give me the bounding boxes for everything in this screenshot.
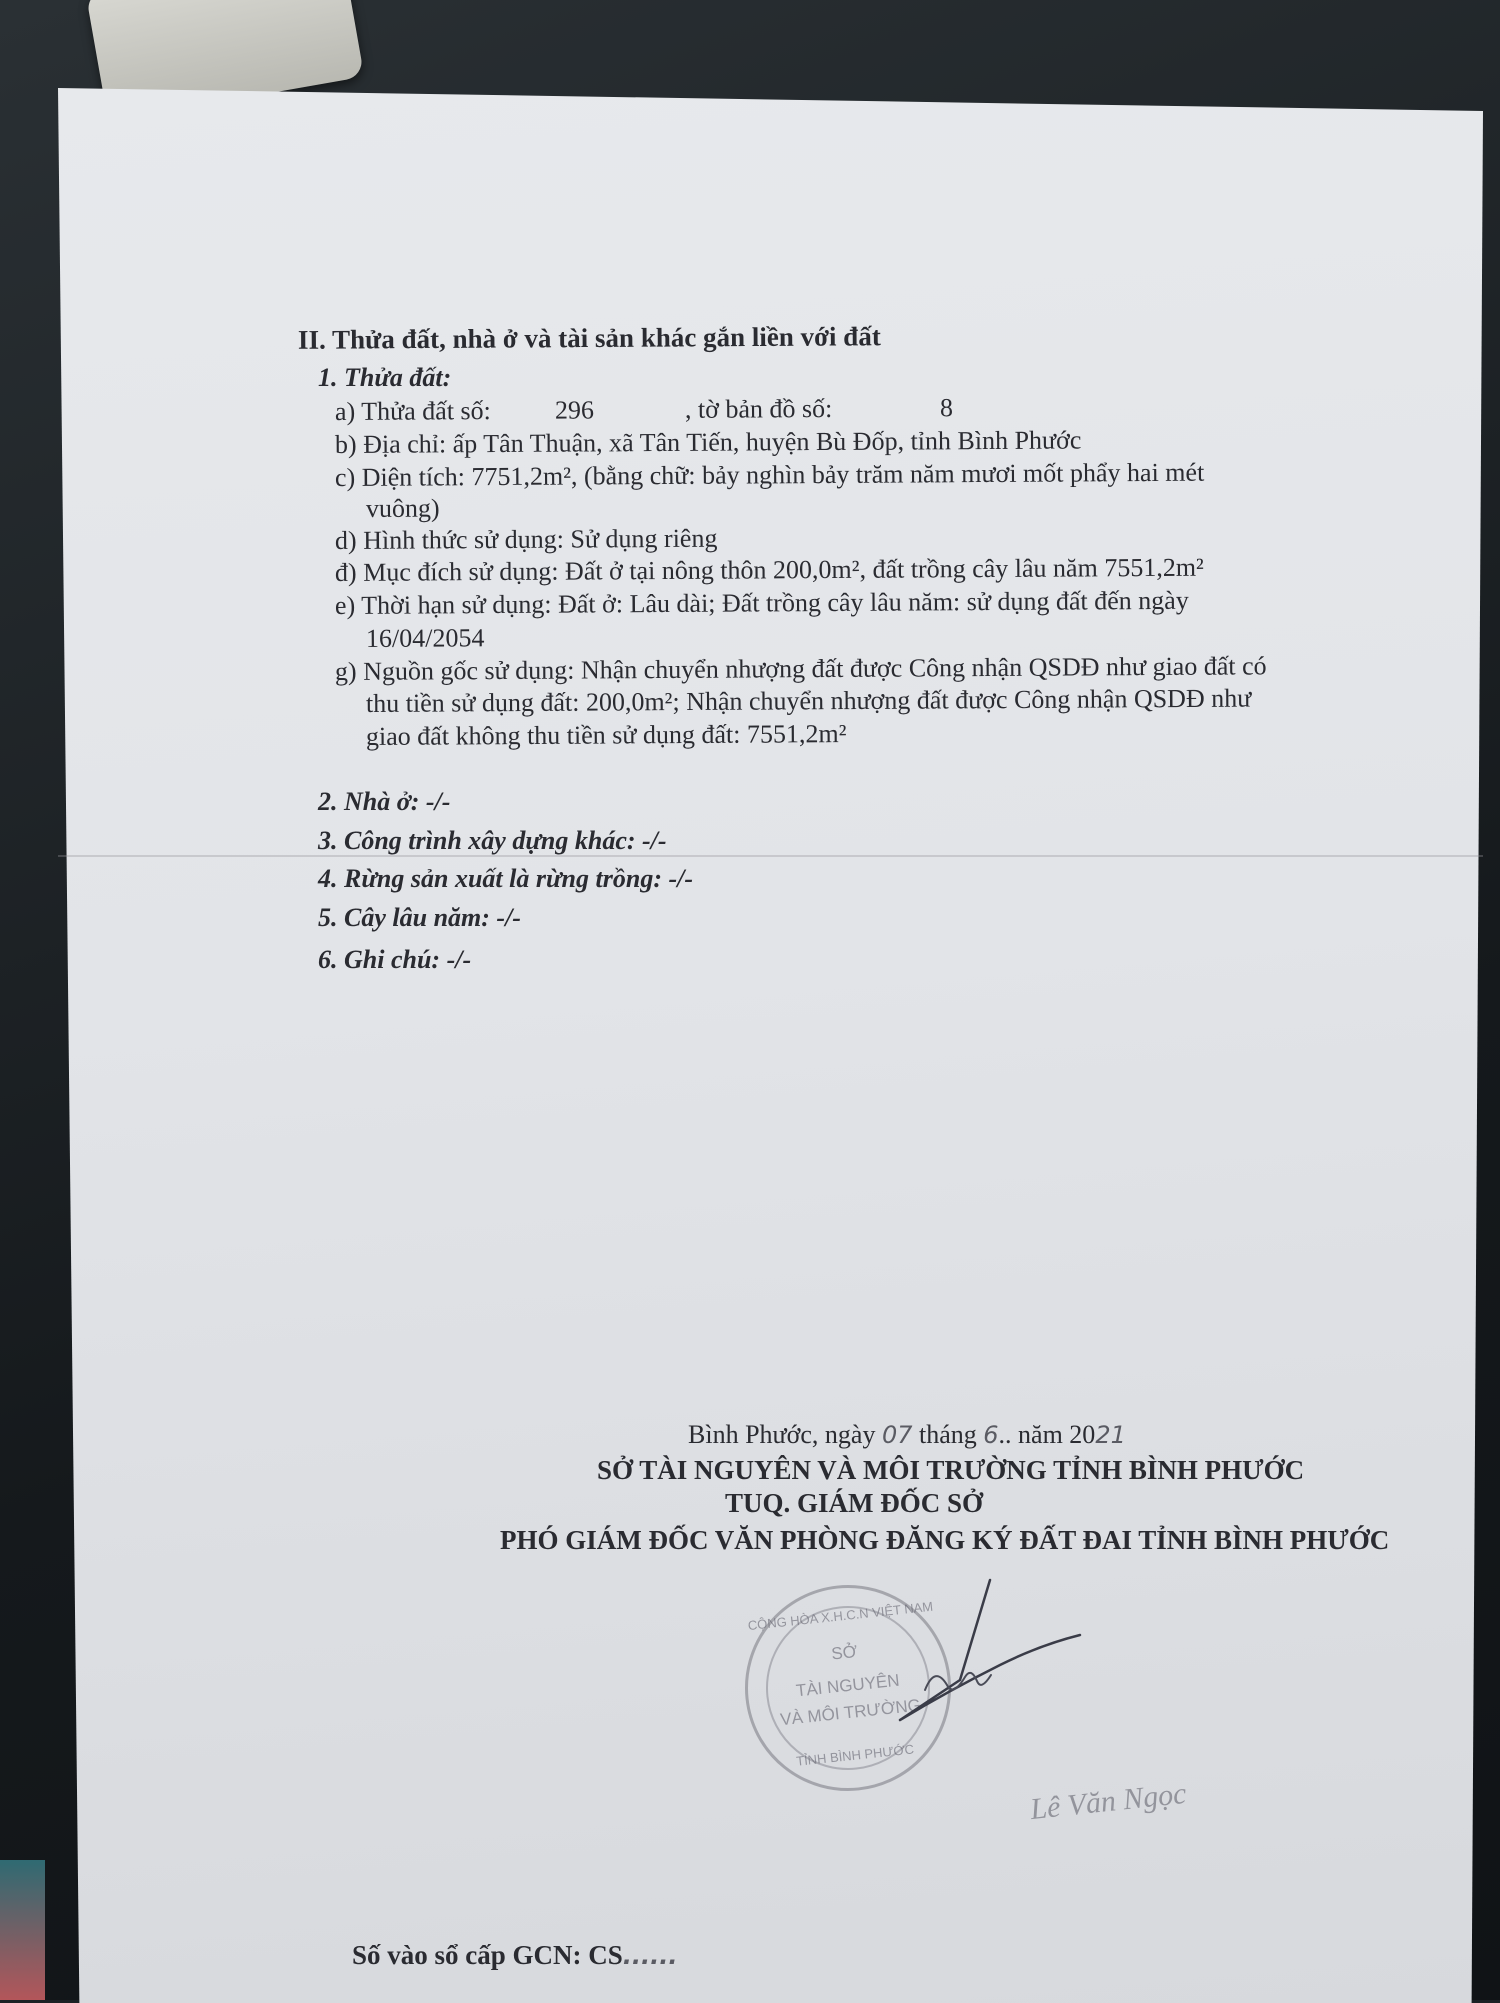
stamp-line-3: VÀ MÔI TRƯỜNG [779, 1695, 922, 1730]
origin-line-3: giao đất không thu tiền sử dụng đất: 7551,2m² [365, 719, 847, 751]
stamp-bottom-text: TỈNH BÌNH PHƯỚC [795, 1741, 915, 1769]
house-line: 2. Nhà ở: -/- [318, 787, 451, 816]
tuq-title: TUQ. GIÁM ĐỐC SỞ [725, 1488, 984, 1518]
purpose-line: đ) Mục đích sử dụng: Đất ở tại nông thôn 200,0m², đất trồng cây lâu năm 7551,2m² [334, 552, 1204, 587]
year-label: năm 20 [1018, 1420, 1096, 1449]
map-label: , tờ bản đồ số: [684, 393, 833, 424]
forest-line: 4. Rừng sản xuất là rừng trồng: -/- [318, 864, 694, 893]
usage-form-line: d) Hình thức sử dụng: Sử dụng riêng [334, 523, 718, 555]
register-number: ...... [622, 1942, 678, 1970]
land-heading: 1. Thửa đất: [318, 363, 452, 392]
stamp-line-1: SỞ [830, 1641, 859, 1664]
handwritten-signature [840, 1570, 1100, 1770]
area-line-2: vuông) [365, 493, 440, 523]
map-number: 8 [939, 393, 954, 423]
origin-line-1: g) Nguồn gốc sử dụng: Nhận chuyển nhượng đất được Công nhận QSDĐ như giao đất có [334, 651, 1267, 686]
year-handwritten: 21 [1095, 1421, 1126, 1449]
address-line: b) Địa chỉ: ấp Tân Thuận, xã Tân Tiến, huyện Bù Đốp, tỉnh Bình Phước [334, 425, 1082, 459]
month-label: tháng [919, 1420, 977, 1449]
note-line: 6. Ghi chú: -/- [318, 945, 472, 974]
department-title: SỞ TÀI NGUYÊN VÀ MÔI TRƯỜNG TỈNH BÌNH PHƯỚC [597, 1455, 1305, 1485]
signer-name: Lê Văn Ngọc [1028, 1776, 1188, 1827]
perennial-line: 5. Cây lâu năm: -/- [318, 903, 521, 932]
deputy-title: PHÓ GIÁM ĐỐC VĂN PHÒNG ĐĂNG KÝ ĐẤT ĐAI TỈNH BÌNH PHƯỚC [500, 1525, 1390, 1555]
term-line-1: e) Thời hạn sử dụng: Đất ở: Lâu dài; Đất trồng cây lâu năm: sử dụng đất đến ngày [334, 585, 1189, 620]
construction-line: 3. Công trình xây dựng khác: -/- [318, 826, 667, 855]
month-handwritten: 6 [983, 1421, 999, 1449]
origin-line-2: thu tiền sử dụng đất: 200,0m²; Nhận chuyển nhượng đất được Công nhận QSDĐ như [365, 683, 1252, 718]
register-line [352, 1940, 677, 1971]
register-label: Số vào sổ cấp GCN: CS [352, 1940, 623, 1970]
parcel-label: a) Thửa đất số: [334, 396, 491, 426]
place-date-line: Bình Phước, ngày 07 tháng 6.. năm 2021 [688, 1420, 1126, 1449]
stamp-line-2: TÀI NGUYÊN [795, 1670, 901, 1701]
section-title: II. Thửa đất, nhà ở và tài sản khác gắn liền với đất [297, 321, 881, 355]
place-date-prefix: Bình Phước, ngày [688, 1420, 876, 1449]
stamp-top-text: CỘNG HÒA X.H.C.N VIỆT NAM [747, 1598, 934, 1634]
parcel-number: 296 [554, 395, 595, 425]
day-handwritten: 07 [881, 1421, 913, 1449]
parcel-line [334, 393, 954, 427]
term-line-2: 16/04/2054 [365, 623, 485, 653]
area-line-1: c) Diện tích: 7751,2m², (bằng chữ: bảy nghìn bảy trăm năm mươi mốt phẩy hai mét [334, 457, 1205, 492]
